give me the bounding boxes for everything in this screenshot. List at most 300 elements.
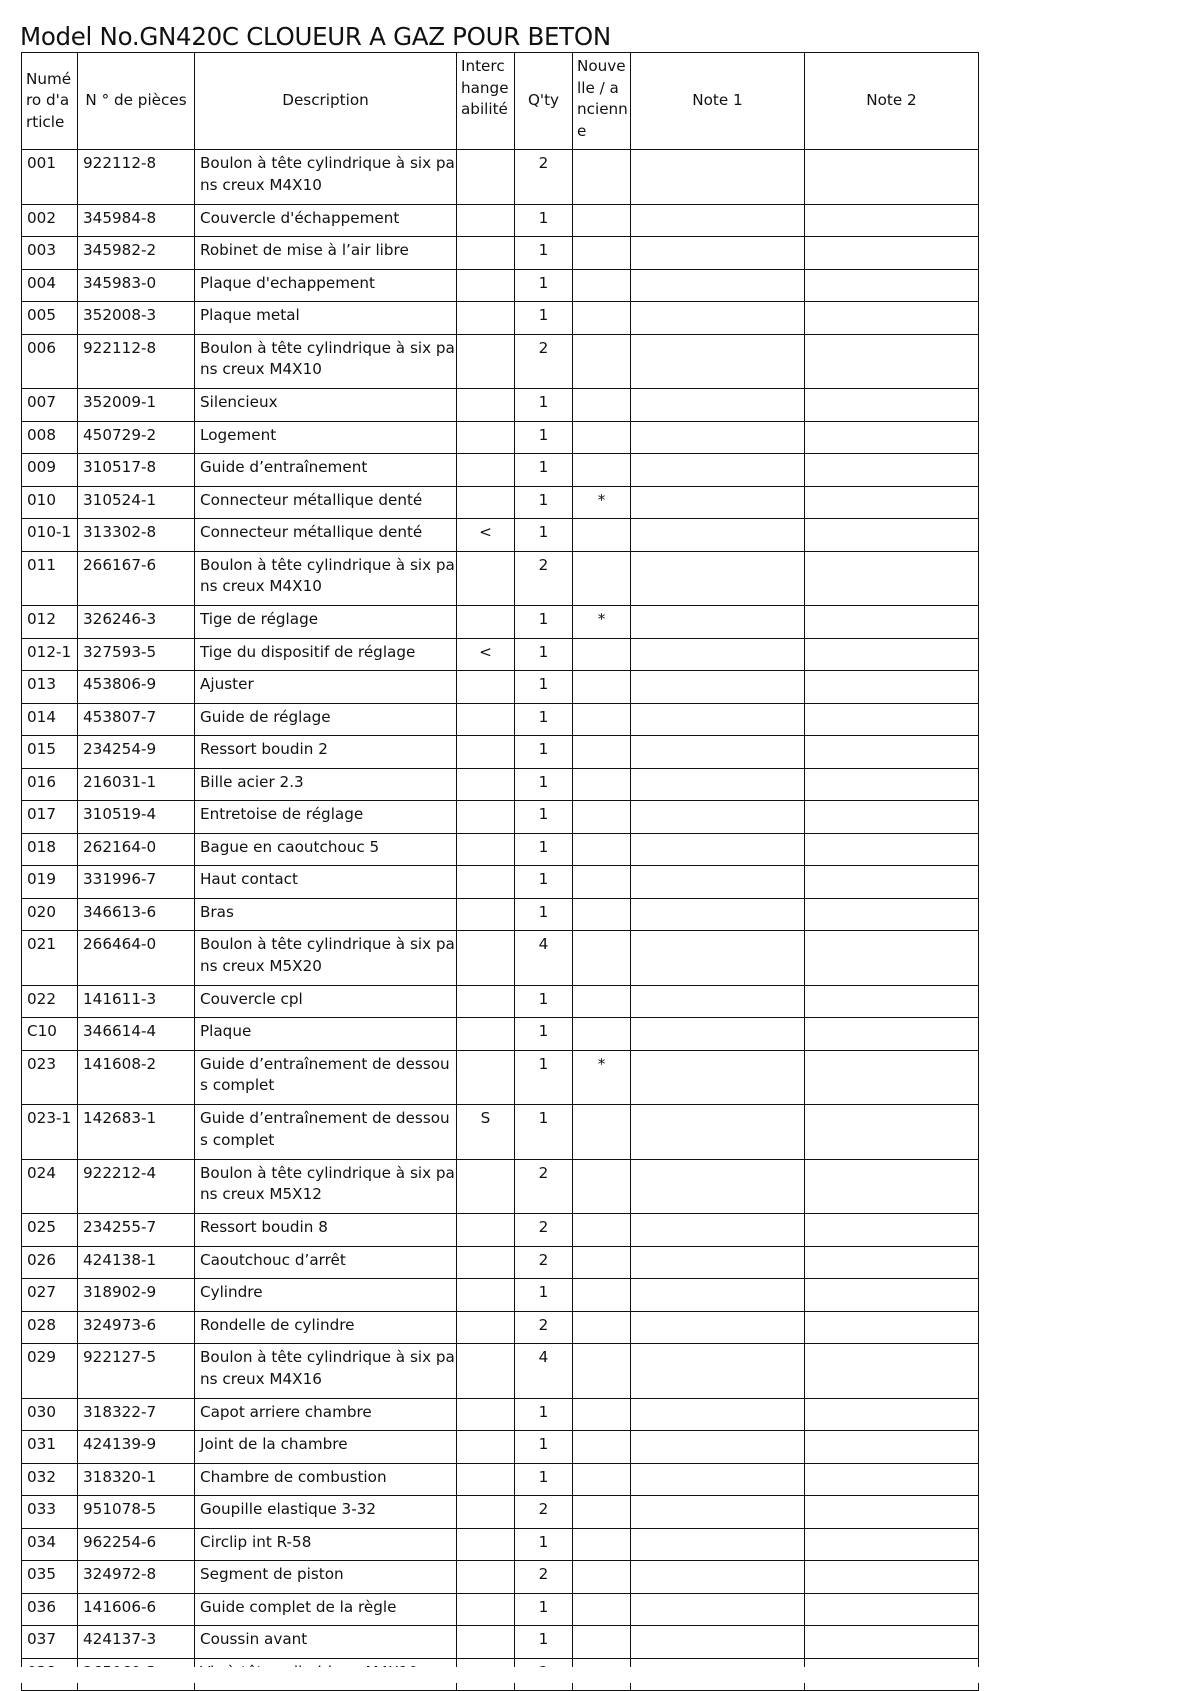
cell-part-number: 326246-3 [78,606,195,639]
cell-part-number: 352008-3 [78,302,195,335]
cell-description: Ajuster [195,671,457,704]
cell-qty: 1 [515,801,573,834]
cell-description: Boulon à tête cylindrique à six pans creux M4X10 [195,551,457,606]
cell-new-old [573,334,631,389]
cell-qty: 2 [515,1496,573,1529]
cell-description: Guide d’entraînement [195,454,457,487]
cell-new-old: * [573,606,631,639]
cell-qty: 1 [515,389,573,422]
cell-description: Coussin avant [195,1626,457,1659]
cell-qty: 1 [515,1018,573,1051]
cell-qty: 1 [515,985,573,1018]
table-row [22,703,979,736]
cell-interchangeability [457,736,515,769]
cell-new-old [573,237,631,270]
cell-interchangeability [457,1159,515,1214]
cell-part-number: 962254-6 [78,1528,195,1561]
table-row [22,1561,979,1594]
cell-description: Boulon à tête cylindrique à six pans creux M5X12 [195,1159,457,1214]
cell-interchangeability [457,1344,515,1399]
cell-item-number: 006 [22,334,78,389]
cell-interchangeability: S [457,1105,515,1160]
cell-note-1 [631,703,805,736]
cell-interchangeability [457,985,515,1018]
cell-interchangeability [457,671,515,704]
cell-description: Connecteur métallique denté [195,486,457,519]
cell-item-number: 020 [22,898,78,931]
cell-new-old [573,1105,631,1160]
cell-note-2 [805,1050,979,1105]
cell-new-old [573,150,631,205]
cell-item-number: 003 [22,237,78,270]
cell-qty: 1 [515,1050,573,1105]
cell-part-number: 266464-0 [78,931,195,986]
cell-part-number: 310517-8 [78,454,195,487]
cell-interchangeability [457,1561,515,1594]
cell-qty: 2 [515,1159,573,1214]
table-row [22,1626,979,1659]
cell-new-old [573,638,631,671]
header-item-number: Numéro d'article [22,53,78,150]
cell-interchangeability [457,1279,515,1312]
cell-part-number: 313302-8 [78,519,195,552]
cell-new-old [573,703,631,736]
cell-item-number: 019 [22,866,78,899]
cell-qty: 1 [515,833,573,866]
cell-interchangeability [457,1398,515,1431]
cell-item-number: 028 [22,1311,78,1344]
table-row [22,931,979,986]
table-row [22,302,979,335]
table-row [22,334,979,389]
cell-item-number: 026 [22,1246,78,1279]
table-row [22,1593,979,1626]
cell-part-number: 310519-4 [78,801,195,834]
cell-new-old [573,736,631,769]
cell-note-2 [805,1344,979,1399]
cell-part-number: 318322-7 [78,1398,195,1431]
cell-part-number: 262164-0 [78,833,195,866]
cell-description: Logement [195,421,457,454]
cell-new-old [573,801,631,834]
cell-interchangeability [457,454,515,487]
table-row [22,768,979,801]
cell-new-old: * [573,1050,631,1105]
cell-interchangeability [457,1626,515,1659]
cell-qty: 1 [515,703,573,736]
cell-note-2 [805,931,979,986]
cell-part-number: 951078-5 [78,1496,195,1529]
table-row [22,606,979,639]
cell-description: Entretoise de réglage [195,801,457,834]
cell-note-2 [805,421,979,454]
table-row [22,833,979,866]
cell-interchangeability [457,606,515,639]
cell-note-2 [805,1279,979,1312]
cell-qty: 1 [515,454,573,487]
cell-item-number: 027 [22,1279,78,1312]
cell-new-old [573,931,631,986]
cell-note-2 [805,703,979,736]
cell-qty: 2 [515,551,573,606]
table-row [22,1398,979,1431]
cell-new-old [573,1463,631,1496]
cell-new-old [573,1279,631,1312]
cell-part-number: 424139-9 [78,1431,195,1464]
cell-item-number: 021 [22,931,78,986]
table-row [22,1279,979,1312]
cell-qty: 4 [515,931,573,986]
cell-description: Boulon à tête cylindrique à six pans creux M5X20 [195,931,457,986]
table-row [22,237,979,270]
cell-note-1 [631,1311,805,1344]
cell-new-old [573,269,631,302]
cell-part-number: 922112-8 [78,150,195,205]
cell-item-number: 024 [22,1159,78,1214]
table-row [22,671,979,704]
cell-item-number: 023-1 [22,1105,78,1160]
cell-note-1 [631,1050,805,1105]
table-row [22,985,979,1018]
cell-note-2 [805,898,979,931]
cell-part-number: 216031-1 [78,768,195,801]
page-title: Model No.GN420C CLOUEUR A GAZ POUR BETON [20,22,611,51]
cell-description: Circlip int R-58 [195,1528,457,1561]
cell-qty: 1 [515,269,573,302]
cell-note-1 [631,671,805,704]
header-qty: Q'ty [515,53,573,150]
table-row [22,866,979,899]
cell-note-1 [631,551,805,606]
cell-note-1 [631,1246,805,1279]
cell-description: Bille acier 2.3 [195,768,457,801]
cell-new-old [573,833,631,866]
cell-interchangeability [457,703,515,736]
cell-note-2 [805,150,979,205]
table-row [22,1246,979,1279]
cell-note-2 [805,866,979,899]
cell-note-2 [805,1159,979,1214]
cell-description: Couvercle cpl [195,985,457,1018]
header-note-2: Note 2 [805,53,979,150]
cell-description: Cylindre [195,1279,457,1312]
cell-qty: 2 [515,1311,573,1344]
cell-note-2 [805,1018,979,1051]
cell-note-2 [805,1246,979,1279]
cell-note-2 [805,1593,979,1626]
cell-interchangeability [457,1050,515,1105]
cell-description: Guide d’entraînement de dessous complet [195,1050,457,1105]
cell-interchangeability [457,421,515,454]
cell-qty: 2 [515,150,573,205]
cell-qty: 2 [515,1561,573,1594]
cell-interchangeability [457,1593,515,1626]
cell-note-2 [805,985,979,1018]
cell-interchangeability [457,334,515,389]
cell-note-1 [631,1214,805,1247]
cell-new-old [573,866,631,899]
cell-interchangeability [457,389,515,422]
cell-note-1 [631,1431,805,1464]
cell-item-number: 037 [22,1626,78,1659]
cell-new-old [573,389,631,422]
cell-note-2 [805,204,979,237]
cell-note-1 [631,833,805,866]
cell-description: Caoutchouc d’arrêt [195,1246,457,1279]
cell-note-1 [631,1496,805,1529]
cell-note-2 [805,1496,979,1529]
cell-note-1 [631,389,805,422]
cell-note-1 [631,1344,805,1399]
cell-note-2 [805,1311,979,1344]
cell-item-number: C10 [22,1018,78,1051]
cell-new-old [573,1626,631,1659]
cell-new-old [573,1398,631,1431]
table-row [22,638,979,671]
cell-item-number: 014 [22,703,78,736]
cell-note-1 [631,519,805,552]
cell-new-old [573,985,631,1018]
cell-note-1 [631,1626,805,1659]
cell-note-2 [805,454,979,487]
cell-note-2 [805,606,979,639]
cell-part-number: 141608-2 [78,1050,195,1105]
cell-interchangeability: < [457,638,515,671]
cell-note-1 [631,302,805,335]
cell-part-number: 324973-6 [78,1311,195,1344]
table-row [22,1496,979,1529]
cell-description: Bras [195,898,457,931]
cell-interchangeability [457,768,515,801]
cell-interchangeability [457,204,515,237]
cell-new-old [573,421,631,454]
cell-interchangeability [457,1246,515,1279]
cell-description: Plaque d'echappement [195,269,457,302]
table-row [22,1431,979,1464]
cell-item-number: 036 [22,1593,78,1626]
cell-part-number: 331996-7 [78,866,195,899]
cell-description: Couvercle d'échappement [195,204,457,237]
cell-description: Rondelle de cylindre [195,1311,457,1344]
cell-note-1 [631,237,805,270]
cell-note-2 [805,801,979,834]
cell-note-1 [631,768,805,801]
cell-qty: 2 [515,1214,573,1247]
cell-note-2 [805,1398,979,1431]
cell-note-1 [631,1463,805,1496]
cell-description: Ressort boudin 8 [195,1214,457,1247]
cell-qty: 1 [515,898,573,931]
cell-new-old [573,302,631,335]
cell-part-number: 266167-6 [78,551,195,606]
cell-note-2 [805,768,979,801]
cell-note-1 [631,985,805,1018]
cell-description: Guide d’entraînement de dessous complet [195,1105,457,1160]
cell-note-2 [805,334,979,389]
cell-note-2 [805,486,979,519]
cell-note-1 [631,1593,805,1626]
cell-part-number: 453806-9 [78,671,195,704]
cell-description: Guide complet de la règle [195,1593,457,1626]
cell-qty: 1 [515,302,573,335]
table-row [22,421,979,454]
cell-note-2 [805,302,979,335]
cell-new-old [573,1311,631,1344]
cell-new-old [573,1214,631,1247]
cell-item-number: 004 [22,269,78,302]
cell-new-old [573,1496,631,1529]
cell-description: Haut contact [195,866,457,899]
table-row [22,736,979,769]
cell-qty: 1 [515,421,573,454]
cell-item-number: 016 [22,768,78,801]
cell-description: Chambre de combustion [195,1463,457,1496]
cell-note-1 [631,1528,805,1561]
cell-new-old [573,1246,631,1279]
cell-note-2 [805,638,979,671]
cell-part-number: 922112-8 [78,334,195,389]
cell-note-2 [805,1431,979,1464]
cell-item-number: 031 [22,1431,78,1464]
cell-interchangeability [457,486,515,519]
cell-note-1 [631,486,805,519]
cell-part-number: 424138-1 [78,1246,195,1279]
parts-table [21,52,979,1691]
cell-description: Boulon à tête cylindrique à six pans creux M4X10 [195,334,457,389]
table-row [22,269,979,302]
cell-description: Tige du dispositif de réglage [195,638,457,671]
cell-note-2 [805,1105,979,1160]
cell-note-2 [805,389,979,422]
cell-description: Goupille elastique 3-32 [195,1496,457,1529]
cell-new-old [573,1528,631,1561]
cell-note-1 [631,1279,805,1312]
table-row [22,1050,979,1105]
cell-new-old [573,671,631,704]
table-row [22,1105,979,1160]
cell-part-number: 234254-9 [78,736,195,769]
cell-note-1 [631,638,805,671]
cell-part-number: 922212-4 [78,1159,195,1214]
cell-new-old [573,1561,631,1594]
cell-item-number: 032 [22,1463,78,1496]
cell-note-2 [805,833,979,866]
cell-description: Capot arriere chambre [195,1398,457,1431]
cell-item-number: 012 [22,606,78,639]
header-description: Description [195,53,457,150]
cell-new-old [573,551,631,606]
cell-interchangeability [457,801,515,834]
header-part-number: N ° de pièces [78,53,195,150]
cell-interchangeability [457,898,515,931]
table-row [22,519,979,552]
table-row [22,1159,979,1214]
cell-qty: 1 [515,1398,573,1431]
cell-new-old: * [573,486,631,519]
cell-note-2 [805,671,979,704]
page-bottom-margin [0,1667,1190,1683]
cell-qty: 1 [515,1626,573,1659]
cell-qty: 1 [515,1528,573,1561]
cell-qty: 1 [515,638,573,671]
cell-interchangeability [457,1528,515,1561]
cell-item-number: 029 [22,1344,78,1399]
cell-item-number: 009 [22,454,78,487]
table-row [22,551,979,606]
cell-note-1 [631,1398,805,1431]
cell-part-number: 141606-6 [78,1593,195,1626]
cell-item-number: 023 [22,1050,78,1105]
cell-part-number: 318320-1 [78,1463,195,1496]
cell-qty: 1 [515,519,573,552]
cell-note-2 [805,1214,979,1247]
cell-note-1 [631,334,805,389]
cell-interchangeability [457,1311,515,1344]
table-row [22,1528,979,1561]
cell-description: Robinet de mise à l’air libre [195,237,457,270]
cell-part-number: 324972-8 [78,1561,195,1594]
cell-note-1 [631,801,805,834]
cell-part-number: 345983-0 [78,269,195,302]
cell-interchangeability [457,931,515,986]
cell-part-number: 345982-2 [78,237,195,270]
cell-qty: 2 [515,334,573,389]
header-new-old: Nouvelle / ancienne [573,53,631,150]
cell-item-number: 017 [22,801,78,834]
cell-note-1 [631,736,805,769]
table-row [22,389,979,422]
cell-note-2 [805,736,979,769]
cell-item-number: 033 [22,1496,78,1529]
cell-item-number: 008 [22,421,78,454]
cell-interchangeability: < [457,519,515,552]
cell-item-number: 011 [22,551,78,606]
cell-note-2 [805,1528,979,1561]
table-row [22,150,979,205]
cell-new-old [573,768,631,801]
cell-part-number: 234255-7 [78,1214,195,1247]
cell-part-number: 922127-5 [78,1344,195,1399]
cell-interchangeability [457,150,515,205]
cell-note-1 [631,1159,805,1214]
cell-item-number: 034 [22,1528,78,1561]
cell-new-old [573,454,631,487]
header-note-1: Note 1 [631,53,805,150]
cell-new-old [573,1593,631,1626]
cell-qty: 1 [515,486,573,519]
cell-interchangeability [457,269,515,302]
cell-note-2 [805,1463,979,1496]
table-row [22,204,979,237]
table-header-row [22,53,979,150]
cell-qty: 1 [515,1593,573,1626]
cell-note-1 [631,454,805,487]
table-row [22,898,979,931]
cell-interchangeability [457,833,515,866]
table-row [22,1311,979,1344]
cell-item-number: 015 [22,736,78,769]
cell-interchangeability [457,302,515,335]
cell-new-old [573,1344,631,1399]
cell-note-1 [631,606,805,639]
cell-new-old [573,519,631,552]
cell-new-old [573,1159,631,1214]
cell-new-old [573,1018,631,1051]
cell-qty: 2 [515,1246,573,1279]
cell-qty: 1 [515,606,573,639]
cell-description: Joint de la chambre [195,1431,457,1464]
cell-part-number: 310524-1 [78,486,195,519]
